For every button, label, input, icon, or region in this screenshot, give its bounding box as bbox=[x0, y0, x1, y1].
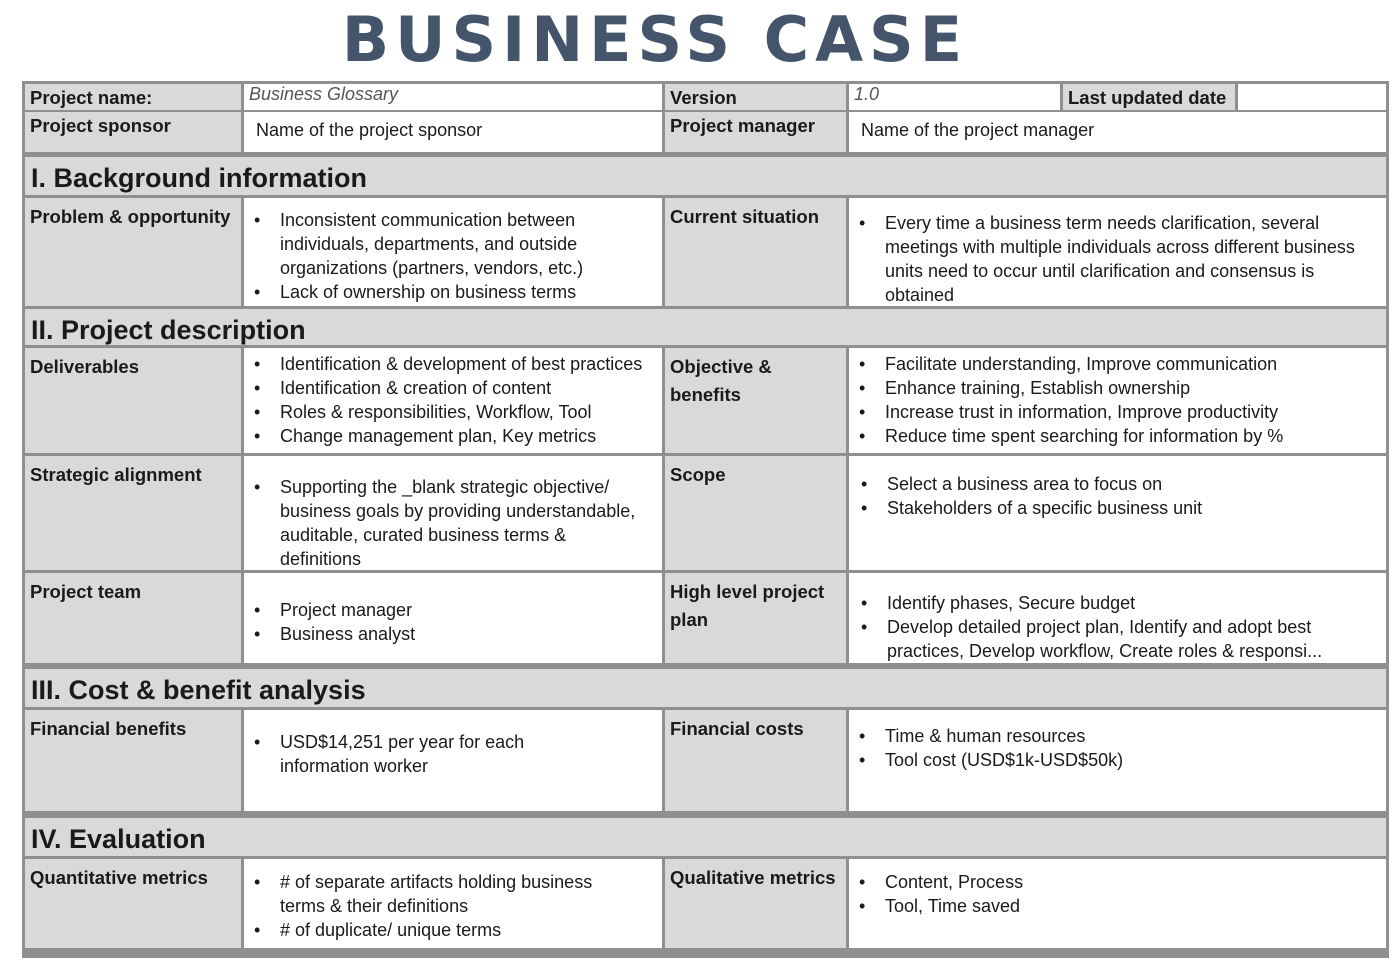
bullet-item: • Tool cost (USD$1k-USD$50k) bbox=[849, 748, 1386, 772]
deliverables-label: Deliverables bbox=[25, 348, 241, 453]
bullet-item: • Tool, Time saved bbox=[849, 894, 1386, 918]
bullet-item: • Increase trust in information, Improve productivity bbox=[849, 400, 1386, 424]
objective-benefits-value[interactable] bbox=[849, 348, 1386, 453]
quantitative-metrics-list bbox=[244, 870, 612, 942]
scope-value[interactable] bbox=[849, 456, 1386, 570]
bullet-item: • Supporting the _blank strategic objective/ business goals by providing understandable, auditable, curated business terms & definitions bbox=[244, 475, 638, 570]
strategic-alignment-value[interactable] bbox=[244, 456, 662, 570]
project-name-value[interactable]: Business Glossary bbox=[244, 84, 662, 110]
quantitative-metrics-label: Quantitative metrics bbox=[25, 859, 241, 948]
bullet-item: • Business analyst bbox=[244, 622, 662, 646]
project-sponsor-value[interactable]: Name of the project sponsor bbox=[244, 112, 662, 152]
financial-costs-value[interactable] bbox=[849, 710, 1386, 811]
financial-benefits-label: Financial benefits bbox=[25, 710, 241, 811]
strategic-alignment-label: Strategic alignment bbox=[25, 456, 241, 570]
bullet-item: • # of duplicate/ unique terms bbox=[244, 918, 612, 942]
project-team-value[interactable] bbox=[244, 573, 662, 663]
version-value[interactable]: 1.0 bbox=[849, 84, 1060, 110]
bullet-item: • USD$14,251 per year for each information worker bbox=[244, 730, 562, 778]
current-situation-list bbox=[849, 211, 1366, 306]
version-label: Version bbox=[665, 84, 846, 110]
problem-opportunity-list bbox=[244, 208, 662, 304]
current-situation-label: Current situation bbox=[665, 198, 846, 306]
bullet-item: • Develop detailed project plan, Identify and adopt best practices, Develop workflow, Create roles & responsi... bbox=[851, 615, 1366, 663]
project-plan-list bbox=[851, 591, 1366, 663]
project-manager-value[interactable]: Name of the project manager bbox=[849, 112, 1386, 152]
scope-list bbox=[851, 472, 1386, 520]
bullet-item: • Facilitate understanding, Improve communication bbox=[849, 352, 1386, 376]
section-cost-title: III. Cost & benefit analysis bbox=[25, 669, 1386, 707]
project-sponsor-label: Project sponsor bbox=[25, 112, 241, 152]
financial-costs-label: Financial costs bbox=[665, 710, 846, 811]
bullet-item: • Inconsistent communication between individuals, departments, and outside organizations (partners, vendors, etc.) bbox=[244, 208, 662, 280]
project-plan-label: High level project plan bbox=[665, 573, 846, 663]
scope-label: Scope bbox=[665, 456, 846, 570]
financial-costs-list bbox=[849, 724, 1386, 772]
bullet-item: • Lack of ownership on business terms bbox=[244, 280, 662, 304]
project-plan-value[interactable] bbox=[849, 573, 1386, 663]
last-updated-label: Last updated date bbox=[1063, 84, 1235, 110]
page-title: BUSINESS CASE bbox=[341, 3, 969, 76]
section-evaluation-title: IV. Evaluation bbox=[25, 818, 1386, 856]
last-updated-value[interactable] bbox=[1238, 84, 1386, 110]
financial-benefits-value[interactable] bbox=[244, 710, 662, 811]
bullet-item: • Identification & creation of content bbox=[244, 376, 662, 400]
bullet-item: • Select a business area to focus on bbox=[851, 472, 1386, 496]
bullet-item: • Roles & responsibilities, Workflow, Tool bbox=[244, 400, 662, 424]
bullet-item: • # of separate artifacts holding business terms & their definitions bbox=[244, 870, 612, 918]
objective-benefits-label: Objective & benefits bbox=[665, 348, 846, 453]
bullet-item: • Time & human resources bbox=[849, 724, 1386, 748]
qualitative-metrics-value[interactable] bbox=[849, 859, 1386, 948]
project-team-label: Project team bbox=[25, 573, 241, 663]
project-team-list bbox=[244, 598, 662, 646]
strategic-alignment-list bbox=[244, 475, 638, 570]
section-background-title: I. Background information bbox=[25, 157, 1386, 195]
bullet-item: • Identification & development of best practices bbox=[244, 352, 662, 376]
financial-benefits-list bbox=[244, 730, 562, 778]
bullet-item: • Change management plan, Key metrics bbox=[244, 424, 662, 448]
deliverables-list bbox=[244, 352, 662, 448]
qualitative-metrics-label: Qualitative metrics bbox=[665, 859, 846, 948]
quantitative-metrics-value[interactable] bbox=[244, 859, 662, 948]
section-description-title: II. Project description bbox=[25, 309, 1386, 345]
bullet-item: • Content, Process bbox=[849, 870, 1386, 894]
project-manager-label: Project manager bbox=[665, 112, 846, 152]
bullet-item: • Identify phases, Secure budget bbox=[851, 591, 1366, 615]
bullet-item: • Every time a business term needs clarification, several meetings with multiple individuals across different business units need to occur until clarification and consensus is obtained bbox=[849, 211, 1366, 306]
bullet-item: • Reduce time spent searching for information by % bbox=[849, 424, 1386, 448]
problem-opportunity-value[interactable] bbox=[244, 198, 662, 306]
deliverables-value[interactable] bbox=[244, 348, 662, 453]
qualitative-metrics-list bbox=[849, 870, 1386, 918]
project-name-label: Project name: bbox=[25, 84, 241, 110]
bullet-item: • Enhance training, Establish ownership bbox=[849, 376, 1386, 400]
bullet-item: • Stakeholders of a specific business unit bbox=[851, 496, 1386, 520]
problem-opportunity-label: Problem & opportunity bbox=[25, 198, 241, 306]
bullet-item: • Project manager bbox=[244, 598, 662, 622]
current-situation-value[interactable] bbox=[849, 198, 1386, 306]
objective-benefits-list bbox=[849, 352, 1386, 448]
